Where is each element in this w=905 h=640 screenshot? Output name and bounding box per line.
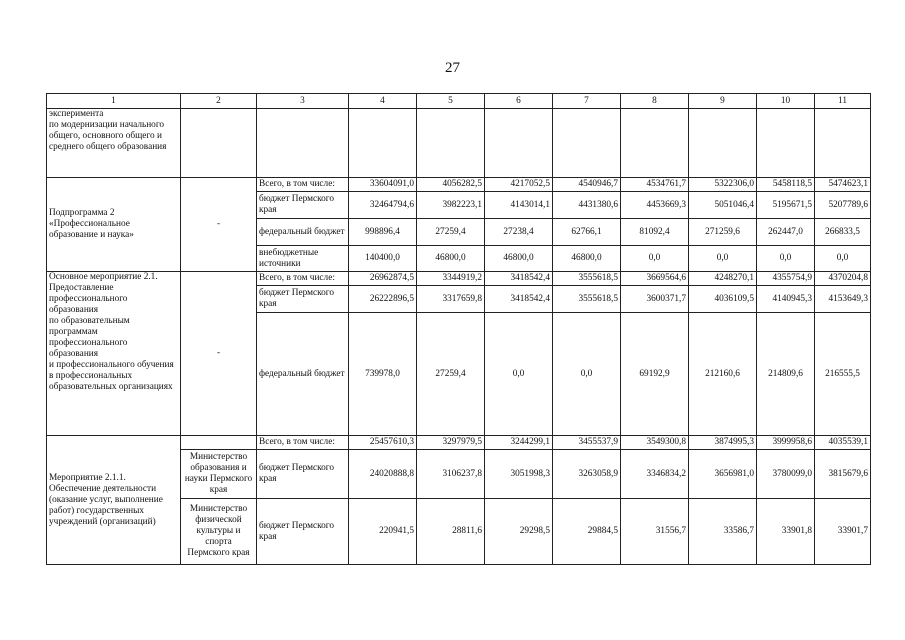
empty-cell <box>349 109 417 178</box>
value-cell: 3344919,2 <box>417 272 485 286</box>
value-cell: 212160,6 <box>689 313 757 436</box>
value-cell: 4355754,9 <box>757 272 815 286</box>
program-budget-table <box>46 93 871 565</box>
value-cell: 4035539,1 <box>815 436 871 450</box>
executor-cell: - <box>181 272 257 436</box>
source-cell: федеральный бюджет <box>257 219 349 246</box>
value-cell: 3297979,5 <box>417 436 485 450</box>
value-cell: 29884,5 <box>553 499 621 565</box>
header-cell: 1 <box>47 94 181 109</box>
empty-cell <box>485 109 553 178</box>
empty-cell <box>417 109 485 178</box>
value-cell: 3549300,8 <box>621 436 689 450</box>
executor-cell: Министерство образования и науки Пермского края <box>181 450 257 499</box>
executor-cell: - <box>181 178 257 272</box>
value-cell: 3874995,3 <box>689 436 757 450</box>
value-cell: 3455537,9 <box>553 436 621 450</box>
table-row <box>47 436 871 450</box>
header-cell: 2 <box>181 94 257 109</box>
value-cell: 216555,5 <box>815 313 871 436</box>
value-cell: 31556,7 <box>621 499 689 565</box>
continuation-row <box>47 109 871 178</box>
value-cell: 5322306,0 <box>689 178 757 192</box>
value-cell: 3555618,5 <box>553 286 621 313</box>
value-cell: 4056282,5 <box>417 178 485 192</box>
value-cell: 5458118,5 <box>757 178 815 192</box>
continuation-text: эксперимента по модернизации начального общего, основного общего и среднего общего образования <box>47 109 181 178</box>
value-cell: 3999958,6 <box>757 436 815 450</box>
value-cell: 26222896,5 <box>349 286 417 313</box>
header-cell: 6 <box>485 94 553 109</box>
value-cell: 3600371,7 <box>621 286 689 313</box>
value-cell: 4036109,5 <box>689 286 757 313</box>
value-cell: 0,0 <box>485 313 553 436</box>
subprogram-2-name: Подпрограмма 2 «Профессиональное образование и наука» <box>47 178 181 272</box>
empty-cell <box>621 109 689 178</box>
value-cell: 33586,7 <box>689 499 757 565</box>
value-cell: 28811,6 <box>417 499 485 565</box>
value-cell: 4248270,1 <box>689 272 757 286</box>
value-cell: 3815679,6 <box>815 450 871 499</box>
value-cell: 4540946,7 <box>553 178 621 192</box>
value-cell: 24020888,8 <box>349 450 417 499</box>
value-cell: 3555618,5 <box>553 272 621 286</box>
value-cell: 262447,0 <box>757 219 815 246</box>
header-cell: 8 <box>621 94 689 109</box>
value-cell: 3346834,2 <box>621 450 689 499</box>
value-cell: 0,0 <box>621 246 689 272</box>
value-cell: 0,0 <box>757 246 815 272</box>
value-cell: 81092,4 <box>621 219 689 246</box>
header-cell: 5 <box>417 94 485 109</box>
value-cell: 4217052,5 <box>485 178 553 192</box>
value-cell: 3982223,1 <box>417 192 485 219</box>
value-cell: 27259,4 <box>417 219 485 246</box>
value-cell: 4431380,6 <box>553 192 621 219</box>
empty-cell <box>181 436 257 450</box>
value-cell: 220941,5 <box>349 499 417 565</box>
value-cell: 0,0 <box>815 246 871 272</box>
header-row <box>47 94 871 109</box>
value-cell: 214809,6 <box>757 313 815 436</box>
empty-cell <box>757 109 815 178</box>
empty-cell <box>689 109 757 178</box>
value-cell: 3656981,0 <box>689 450 757 499</box>
value-cell: 5195671,5 <box>757 192 815 219</box>
source-cell: Всего, в том числе: <box>257 178 349 192</box>
value-cell: 3106237,8 <box>417 450 485 499</box>
value-cell: 5474623,1 <box>815 178 871 192</box>
empty-cell <box>553 109 621 178</box>
source-cell: внебюджетные источники <box>257 246 349 272</box>
value-cell: 266833,5 <box>815 219 871 246</box>
value-cell: 5207789,6 <box>815 192 871 219</box>
value-cell: 3418542,4 <box>485 286 553 313</box>
value-cell: 46800,0 <box>553 246 621 272</box>
source-cell: бюджет Пермского края <box>257 286 349 313</box>
page-number: 27 <box>445 60 460 76</box>
value-cell: 739978,0 <box>349 313 417 436</box>
source-cell: Всего, в том числе: <box>257 436 349 450</box>
empty-cell <box>815 109 871 178</box>
value-cell: 4143014,1 <box>485 192 553 219</box>
source-cell: Всего, в том числе: <box>257 272 349 286</box>
empty-cell <box>257 109 349 178</box>
value-cell: 27238,4 <box>485 219 553 246</box>
value-cell: 62766,1 <box>553 219 621 246</box>
value-cell: 140400,0 <box>349 246 417 272</box>
header-cell: 10 <box>757 94 815 109</box>
value-cell: 33604091,0 <box>349 178 417 192</box>
value-cell: 0,0 <box>689 246 757 272</box>
value-cell: 0,0 <box>553 313 621 436</box>
value-cell: 25457610,3 <box>349 436 417 450</box>
value-cell: 3263058,9 <box>553 450 621 499</box>
activity-2-1-1-name: Мероприятие 2.1.1. Обеспечение деятельности (оказание услуг, выполнение работ) государственных учреждений (организаций) <box>47 436 181 565</box>
value-cell: 4153649,3 <box>815 286 871 313</box>
value-cell: 46800,0 <box>485 246 553 272</box>
value-cell: 4370204,8 <box>815 272 871 286</box>
value-cell: 4140945,3 <box>757 286 815 313</box>
value-cell: 3317659,8 <box>417 286 485 313</box>
header-cell: 11 <box>815 94 871 109</box>
value-cell: 32464794,6 <box>349 192 417 219</box>
source-cell: бюджет Пермского края <box>257 499 349 565</box>
value-cell: 3244299,1 <box>485 436 553 450</box>
value-cell: 271259,6 <box>689 219 757 246</box>
value-cell: 5051046,4 <box>689 192 757 219</box>
source-cell: федеральный бюджет <box>257 313 349 436</box>
header-cell: 9 <box>689 94 757 109</box>
value-cell: 27259,4 <box>417 313 485 436</box>
value-cell: 4534761,7 <box>621 178 689 192</box>
value-cell: 3051998,3 <box>485 450 553 499</box>
value-cell: 33901,7 <box>815 499 871 565</box>
value-cell: 29298,5 <box>485 499 553 565</box>
source-cell: бюджет Пермского края <box>257 450 349 499</box>
value-cell: 3669564,6 <box>621 272 689 286</box>
source-cell: бюджет Пермского края <box>257 192 349 219</box>
executor-cell: Министерство физической культуры и спорта Пермского края <box>181 499 257 565</box>
value-cell: 46800,0 <box>417 246 485 272</box>
value-cell: 33901,8 <box>757 499 815 565</box>
header-cell: 3 <box>257 94 349 109</box>
value-cell: 998896,4 <box>349 219 417 246</box>
value-cell: 4453669,3 <box>621 192 689 219</box>
table-row <box>47 272 871 286</box>
header-cell: 7 <box>553 94 621 109</box>
header-cell: 4 <box>349 94 417 109</box>
value-cell: 26962874,5 <box>349 272 417 286</box>
value-cell: 3780099,0 <box>757 450 815 499</box>
main-activity-2-1-name: Основное мероприятие 2.1. Предоставление профессионального образования по образовательным программам профессионального образования и профессионального обучения в профессиональных образовательных организациях <box>47 272 181 436</box>
value-cell: 3418542,4 <box>485 272 553 286</box>
empty-cell <box>181 109 257 178</box>
value-cell: 69192,9 <box>621 313 689 436</box>
table-row <box>47 178 871 192</box>
